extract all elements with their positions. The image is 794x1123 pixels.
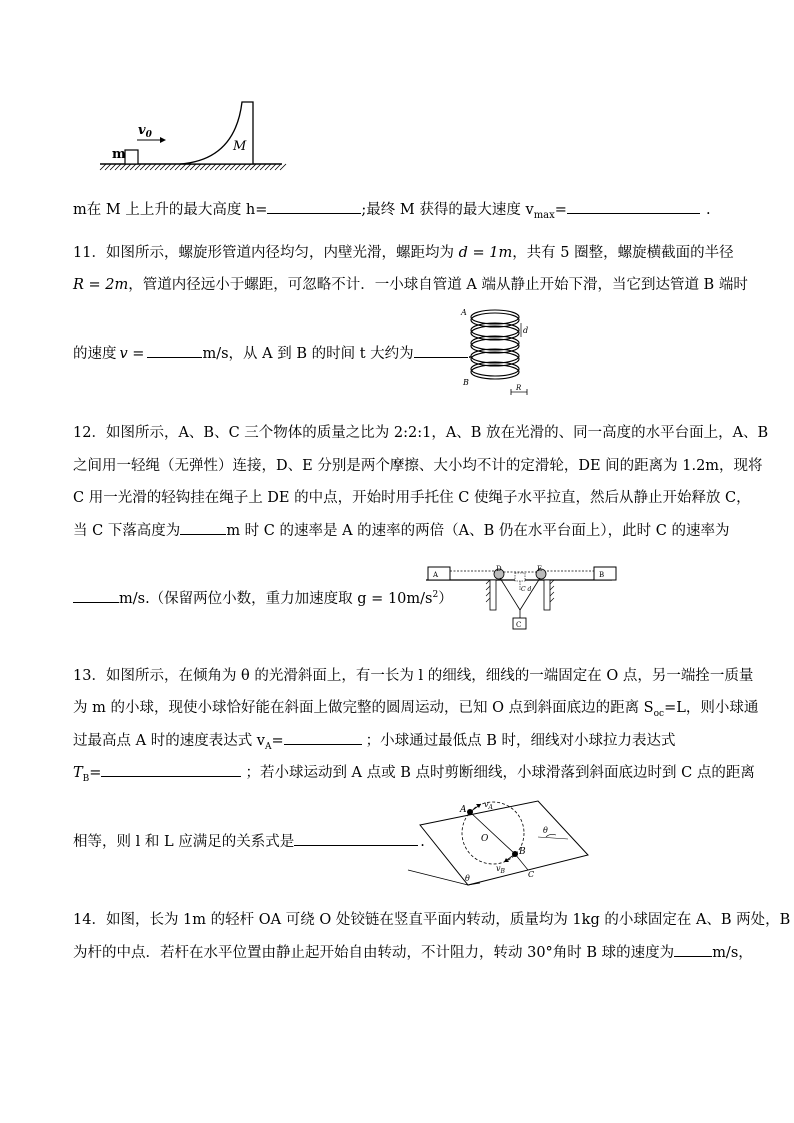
- q14-line-1: 14．如图，长为 1m 的轻杆 OA 可绕 O 处铰链在竖直平面内转动，质量均为 1kg 的小球固定在 A、B 两处，B: [73, 912, 791, 928]
- answer-blank-relation[interactable]: [294, 831, 418, 846]
- M-label: M: [233, 139, 247, 154]
- q11-line-3: 的速度 v = m/s，从 A 到 B 的时间 t 大约为 ．: [73, 343, 482, 364]
- q11-line-1: 11．如图所示，螺旋形管道内径均匀，内壁光滑，螺距均为 d = 1m，共有 5 圈整，螺旋横截面的半径: [73, 245, 734, 261]
- figure-incline-circle: [418, 795, 598, 887]
- helix-B-label: B: [463, 378, 469, 387]
- q12-line-3: C 用一光滑的轻钩挂在绳子上 DE 的中点，开始时用手托住 C 使绳子水平拉直，然后从静止开始释放 C，: [73, 490, 751, 506]
- pulley-C-label: C: [516, 621, 522, 629]
- incline-theta-label: θ: [543, 826, 548, 835]
- answer-blank-B-speed[interactable]: [674, 942, 712, 957]
- incline-B-label: B: [519, 847, 526, 857]
- q13-line-3: 过最高点 A 时的速度表达式 $v_A=$ ；小球通过最低点 B 时，细线对小球拉力表达式: [73, 730, 676, 757]
- incline-vB-label: $v_B$: [496, 864, 505, 875]
- q13-line-1: 13．如图所示，在倾角为 θ 的光滑斜面上，有一长为 l 的细线，细线的一端固定在 O 点，另一端拴一质量: [73, 668, 754, 684]
- incline-theta-base-label: θ: [465, 874, 470, 883]
- incline-O-label: O: [481, 834, 489, 844]
- q13-line-4: $T_B=$ ；若小球运动到 A 点或 B 点时剪断细线，小球滑落到斜面底边时到 C 点的距离: [73, 762, 755, 789]
- v0-label: $v_0$: [138, 123, 152, 140]
- helix-R-label: R: [516, 384, 522, 392]
- q13-line-5: 相等，则 l 和 L 应满足的关系式是 .: [73, 831, 425, 852]
- q11-line-2: R = 2m，管道内径远小于螺距，可忽略不计．一小球自管道 A 端从静止开始下滑，当它到达管道 B 端时: [73, 277, 748, 293]
- answer-blank-vmax[interactable]: [567, 199, 700, 214]
- incline-A-label: A: [460, 805, 467, 815]
- p10-line: m在 M 上上升的最大高度 h= ;最终 M 获得的最大速度 $v_{max}=$ .: [73, 199, 711, 226]
- q12-line-1: 12．如图所示，A、B、C 三个物体的质量之比为 2:2:1，A、B 放在光滑的、同一高度的水平台面上，A、B: [73, 425, 769, 441]
- figure-pulley-system: [420, 560, 620, 635]
- figure-curved-track: [100, 98, 290, 178]
- answer-blank-height[interactable]: [267, 199, 361, 214]
- incline-vA-label: $v_A$: [484, 800, 493, 811]
- answer-blank-speed[interactable]: [147, 343, 202, 358]
- figure-helix-tube: [455, 305, 535, 397]
- pulley-B-label: B: [599, 571, 605, 579]
- q14-line-2: 为杆的中点．若杆在水平位置由静止起开始自由转动，不计阻力，转动 30°角时 B 球的速度为 m/s，: [73, 942, 753, 963]
- q13-line-2: 为 m 的小球，现使小球恰好能在斜面上做完整的圆周运动，已知 O 点到斜面底边的距离 $S_{oc}=L$，则小球通: [73, 700, 759, 719]
- helix-A-label: A: [461, 308, 467, 317]
- pulley-E-label: E: [537, 565, 543, 573]
- q12-line-5: m/s.（保留两位小数，重力加速度取 $g = 10m/s^2$）: [73, 585, 453, 609]
- m-label: m: [112, 147, 126, 162]
- answer-blank-TB[interactable]: [101, 762, 241, 777]
- pulley-Cd-label: C d: [521, 586, 532, 593]
- q12-line-4: 当 C 下落高度为 m 时 C 的速率是 A 的速率的两倍（A、B 仍在水平台面上），此时 C 的速率为: [73, 520, 729, 541]
- answer-blank-c-speed[interactable]: [73, 588, 119, 603]
- incline-C-label: C: [528, 870, 535, 879]
- pulley-D-label: D: [496, 565, 502, 573]
- answer-blank-vA[interactable]: [284, 730, 362, 745]
- answer-blank-drop-height[interactable]: [180, 520, 226, 535]
- helix-d-label: d: [523, 326, 529, 335]
- q12-line-2: 之间用一轻绳（无弹性）连接，D、E 分别是两个摩擦、大小均不计的定滑轮，DE 间的距离为 1.2m，现将: [73, 458, 763, 474]
- pulley-A-label: A: [433, 571, 439, 579]
